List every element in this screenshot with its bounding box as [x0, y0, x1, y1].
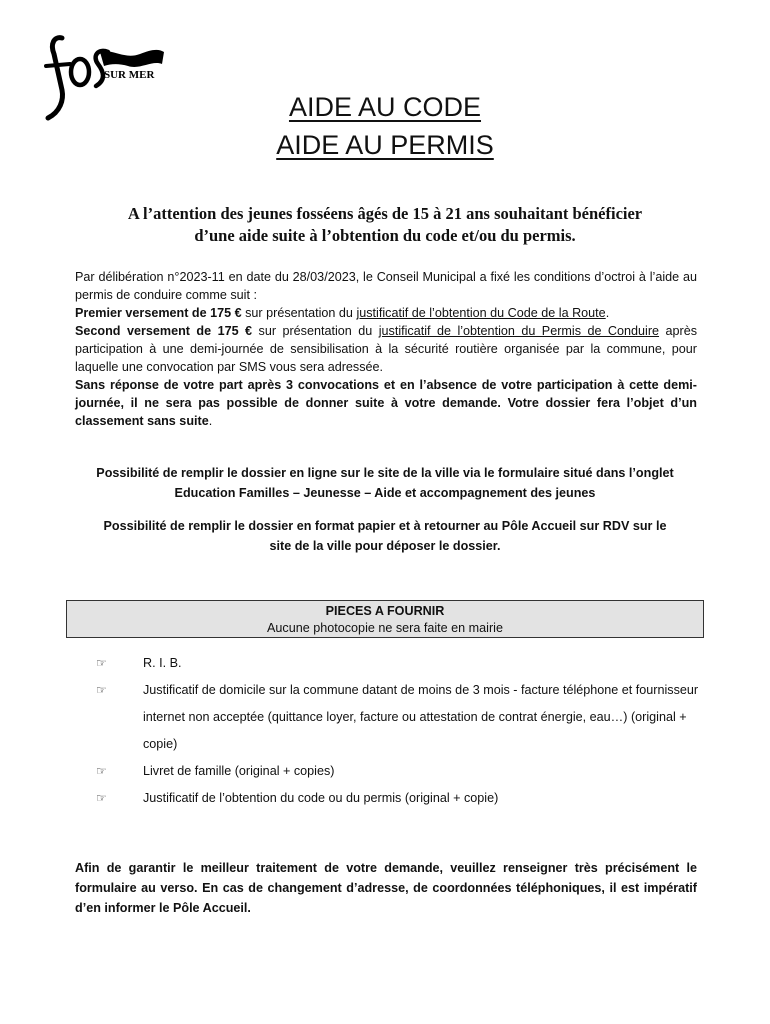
second-payment-end: après participation à une demi-journée de sensibilisation à la sécurité routière organisée par la commune, pour laquelle une convocation par SMS vous sera adressée. — [75, 324, 697, 374]
attention-line-1: A l’attention des jeunes fosséens âgés de 15 à 21 ans souhaitant bénéficier — [127, 204, 643, 223]
first-payment-link: justificatif de l’obtention du Code de la Route — [356, 306, 606, 320]
paper-option — [70, 516, 700, 556]
list-item-text: Justificatif de l’obtention du code ou du permis (original + copie) — [143, 791, 499, 805]
list-item-text: Livret de famille (original + copies) — [143, 764, 335, 778]
pieces-header-box — [66, 600, 704, 638]
second-payment — [75, 322, 697, 376]
page-title — [0, 88, 770, 164]
warning-end: . — [208, 414, 213, 428]
second-payment-text: sur présentation du — [252, 324, 379, 338]
first-payment-end: . — [605, 306, 610, 320]
list-item — [96, 677, 706, 758]
list-item-text: Justificatif de domicile sur la commune datant de moins de 3 mois - facture téléphone et fournisseur internet non acceptée (quittance loyer, facture ou attestation de contrat énergie, eau…) (original + copie) — [143, 683, 699, 751]
online-line-2: Education Familles – Jeunesse – Aide et accompagnement des jeunes — [174, 486, 596, 500]
pointing-hand-icon: ☞ — [96, 764, 107, 778]
attention-line-2: d’une aide suite à l’obtention du code et/ou du permis. — [194, 226, 576, 245]
conditions-paragraph — [75, 268, 697, 430]
pieces-title: PIECES A FOURNIR — [325, 604, 445, 618]
pieces-list — [96, 650, 706, 812]
second-payment-bold: Second versement de 175 € — [75, 324, 253, 338]
attention-heading — [70, 203, 700, 247]
footer-notice: Afin de garantir le meilleur traitement de votre demande, veuillez renseigner très précisément le formulaire au verso. En cas de changement d’adresse, de coordonnées téléphoniques, il est impératif d’en informer le Pôle Accueil. — [75, 861, 697, 915]
first-payment — [75, 304, 697, 322]
second-payment-link: justificatif de l’obtention du Permis de Conduire — [378, 324, 660, 338]
pieces-subtitle: Aucune photocopie ne sera faite en mairie — [267, 621, 503, 635]
pointing-hand-icon: ☞ — [96, 791, 107, 805]
list-item — [96, 650, 706, 677]
svg-text:SUR MER: SUR MER — [104, 69, 155, 81]
list-item — [96, 758, 706, 785]
warning-bold: Sans réponse de votre part après 3 convocations et en l’absence de votre participation à cette demi-journée, il ne sera pas possible de donner suite à votre demande. Votre dossier fera l’objet d’un classement sans suite — [75, 378, 697, 428]
title-line-1: AIDE AU CODE — [288, 92, 482, 122]
list-item — [96, 785, 706, 812]
title-line-2: AIDE AU PERMIS — [276, 130, 494, 160]
paper-line-1: Possibilité de remplir le dossier en format papier et à retourner au Pôle Accueil sur RDV sur le — [103, 519, 667, 533]
warning — [75, 376, 697, 430]
online-line-1: Possibilité de remplir le dossier en ligne sur le site de la ville via le formulaire situé dans l’onglet — [96, 466, 674, 480]
first-payment-text: sur présentation du — [241, 306, 357, 320]
first-payment-bold: Premier versement de 175 € — [75, 306, 242, 320]
paper-line-2: site de la ville pour déposer le dossier. — [269, 539, 501, 553]
list-item-text: R. I. B. — [143, 656, 182, 670]
online-option — [70, 463, 700, 503]
pointing-hand-icon: ☞ — [96, 656, 107, 670]
pointing-hand-icon: ☞ — [96, 683, 107, 697]
intro-text: Par délibération n°2023-11 en date du 28/03/2023, le Conseil Municipal a fixé les conditions d’octroi à l’aide au permis de conduire comme suit : — [75, 270, 697, 302]
